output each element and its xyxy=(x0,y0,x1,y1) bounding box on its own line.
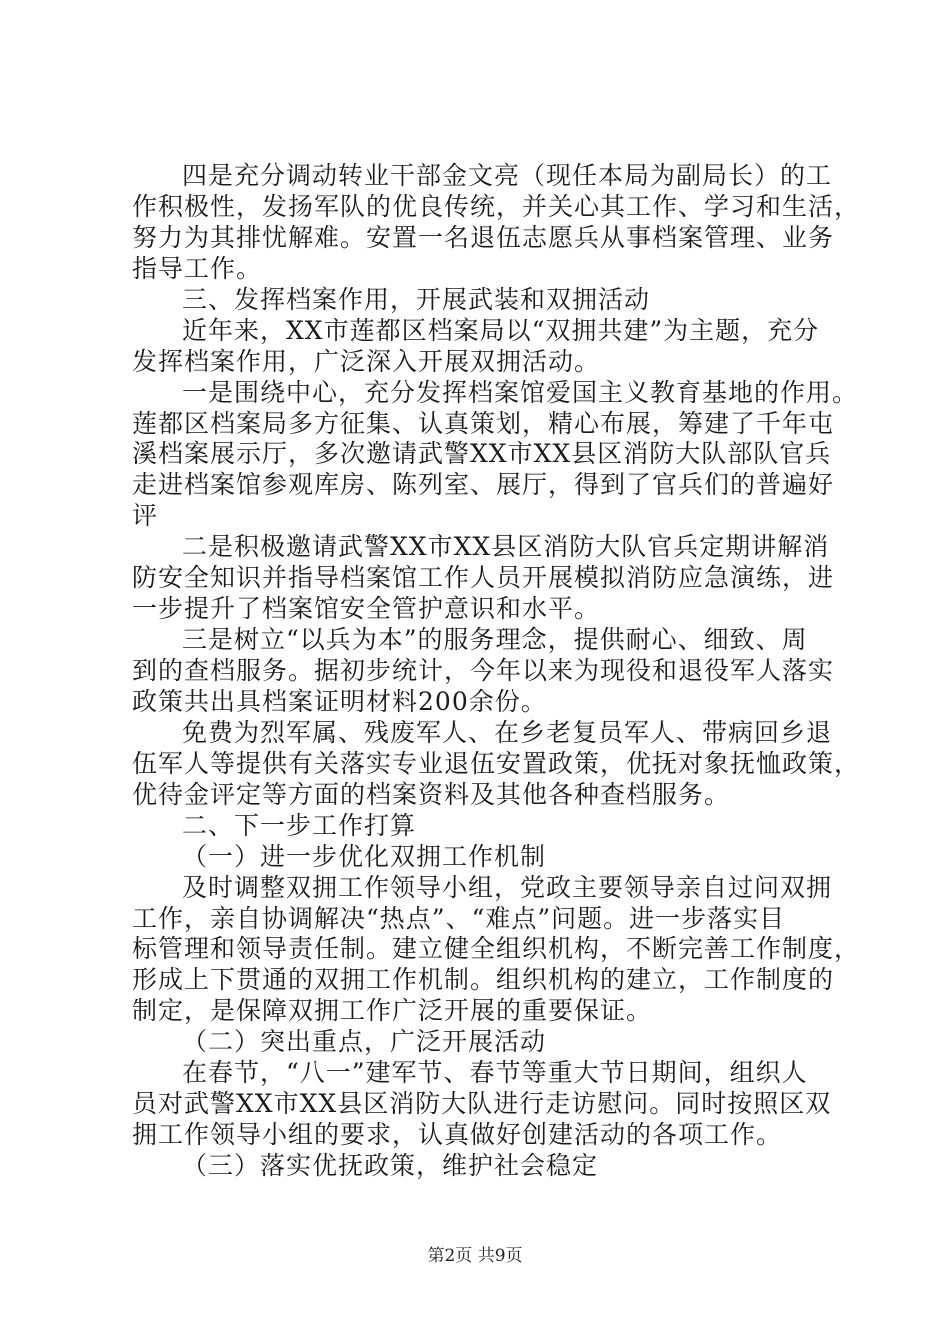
page-footer xyxy=(0,1244,950,1268)
paragraph-line: 及时调整双拥工作领导小组，党政主要领导亲自过问双拥 xyxy=(182,873,833,902)
paragraph-line: 在春节，“八一”建军节、春节等重大节日期间，组织人 xyxy=(182,1058,808,1087)
paragraph-line: 免费为烈军属、残废军人、在乡老复员军人、带病回乡退 xyxy=(182,718,833,747)
paragraph-line: 走进档案馆参观库房、陈列室、展厅，得到了官兵们的普遍好 xyxy=(132,470,835,499)
paragraph-line: 工作，亲自协调解决“热点”、“难点”问题。进一步落实目 xyxy=(132,904,786,933)
paragraph-line: 一是围绕中心，充分发挥档案馆爱国主义教育基地的作用。 xyxy=(182,378,859,407)
paragraph-line: 一步提升了档案馆安全管护意识和水平。 xyxy=(132,594,601,623)
section-heading: 三、发挥档案作用，开展武装和双拥活动 xyxy=(182,285,651,314)
paragraph-line: 作积极性，发扬军队的优良传统，并关心其工作、学习和生活， xyxy=(132,192,861,221)
paragraph-line: 莲都区档案局多方征集、认真策划，精心布展，筹建了千年屯 xyxy=(132,409,835,438)
paragraph-line: 防安全知识并指导档案馆工作人员开展模拟消防应急演练，进 xyxy=(132,563,835,592)
paragraph-line: 拥工作领导小组的要求，认真做好创建活动的各项工作。 xyxy=(132,1120,783,1149)
paragraph-line: 政策共出具档案证明材料200余份。 xyxy=(132,687,547,716)
paragraph-line: 到的查档服务。据初步统计，今年以来为现役和退役军人落实 xyxy=(132,656,835,685)
paragraph-line: 近年来，XX市莲都区档案局以“双拥共建”为主题，充分 xyxy=(182,316,820,345)
paragraph-line: 二是积极邀请武警XX市XX县区消防大队官兵定期讲解消 xyxy=(182,532,830,561)
subsection-heading: （三）落实优抚政策，维护社会稳定 xyxy=(182,1151,599,1180)
paragraph-line: 评 xyxy=(132,501,159,530)
paragraph-line: 发挥档案作用，广泛深入开展双拥活动。 xyxy=(132,347,601,376)
section-heading: 二、下一步工作打算 xyxy=(182,811,417,840)
paragraph-line: 努力为其排忧解难。安置一名退伍志愿兵从事档案管理、业务 xyxy=(132,223,835,252)
paragraph-line: 四是充分调动转业干部金文亮（现任本局为副局长）的工 xyxy=(182,161,833,190)
paragraph-line: 制定，是保障双拥工作广泛开展的重要保证。 xyxy=(132,996,653,1025)
paragraph-line: 员对武警XX市XX县区消防大队进行走访慰问。同时按照区双 xyxy=(132,1089,832,1118)
paragraph-line: 形成上下贯通的双拥工作机制。组织机构的建立，工作制度的 xyxy=(132,965,835,994)
paragraph-line: 伍军人等提供有关落实专业退伍安置政策，优抚对象抚恤政策， xyxy=(132,749,861,778)
paragraph-line: 指导工作。 xyxy=(132,254,263,283)
paragraph-line: 溪档案展示厅，多次邀请武警XX市XX县区消防大队部队官兵 xyxy=(132,439,832,468)
paragraph-line: 标管理和领导责任制。建立健全组织机构，不断完善工作制度， xyxy=(132,934,861,963)
paragraph-line: 三是树立“以兵为本”的服务理念，提供耐心、细致、周 xyxy=(182,625,808,654)
paragraph-line: 优待金评定等方面的档案资料及其他各种查档服务。 xyxy=(132,780,731,809)
page-number-label: 第2页 共9页 xyxy=(427,1246,523,1266)
subsection-heading: （二）突出重点，广泛开展活动 xyxy=(182,1027,547,1056)
subsection-heading: （一）进一步优化双拥工作机制 xyxy=(182,842,547,871)
